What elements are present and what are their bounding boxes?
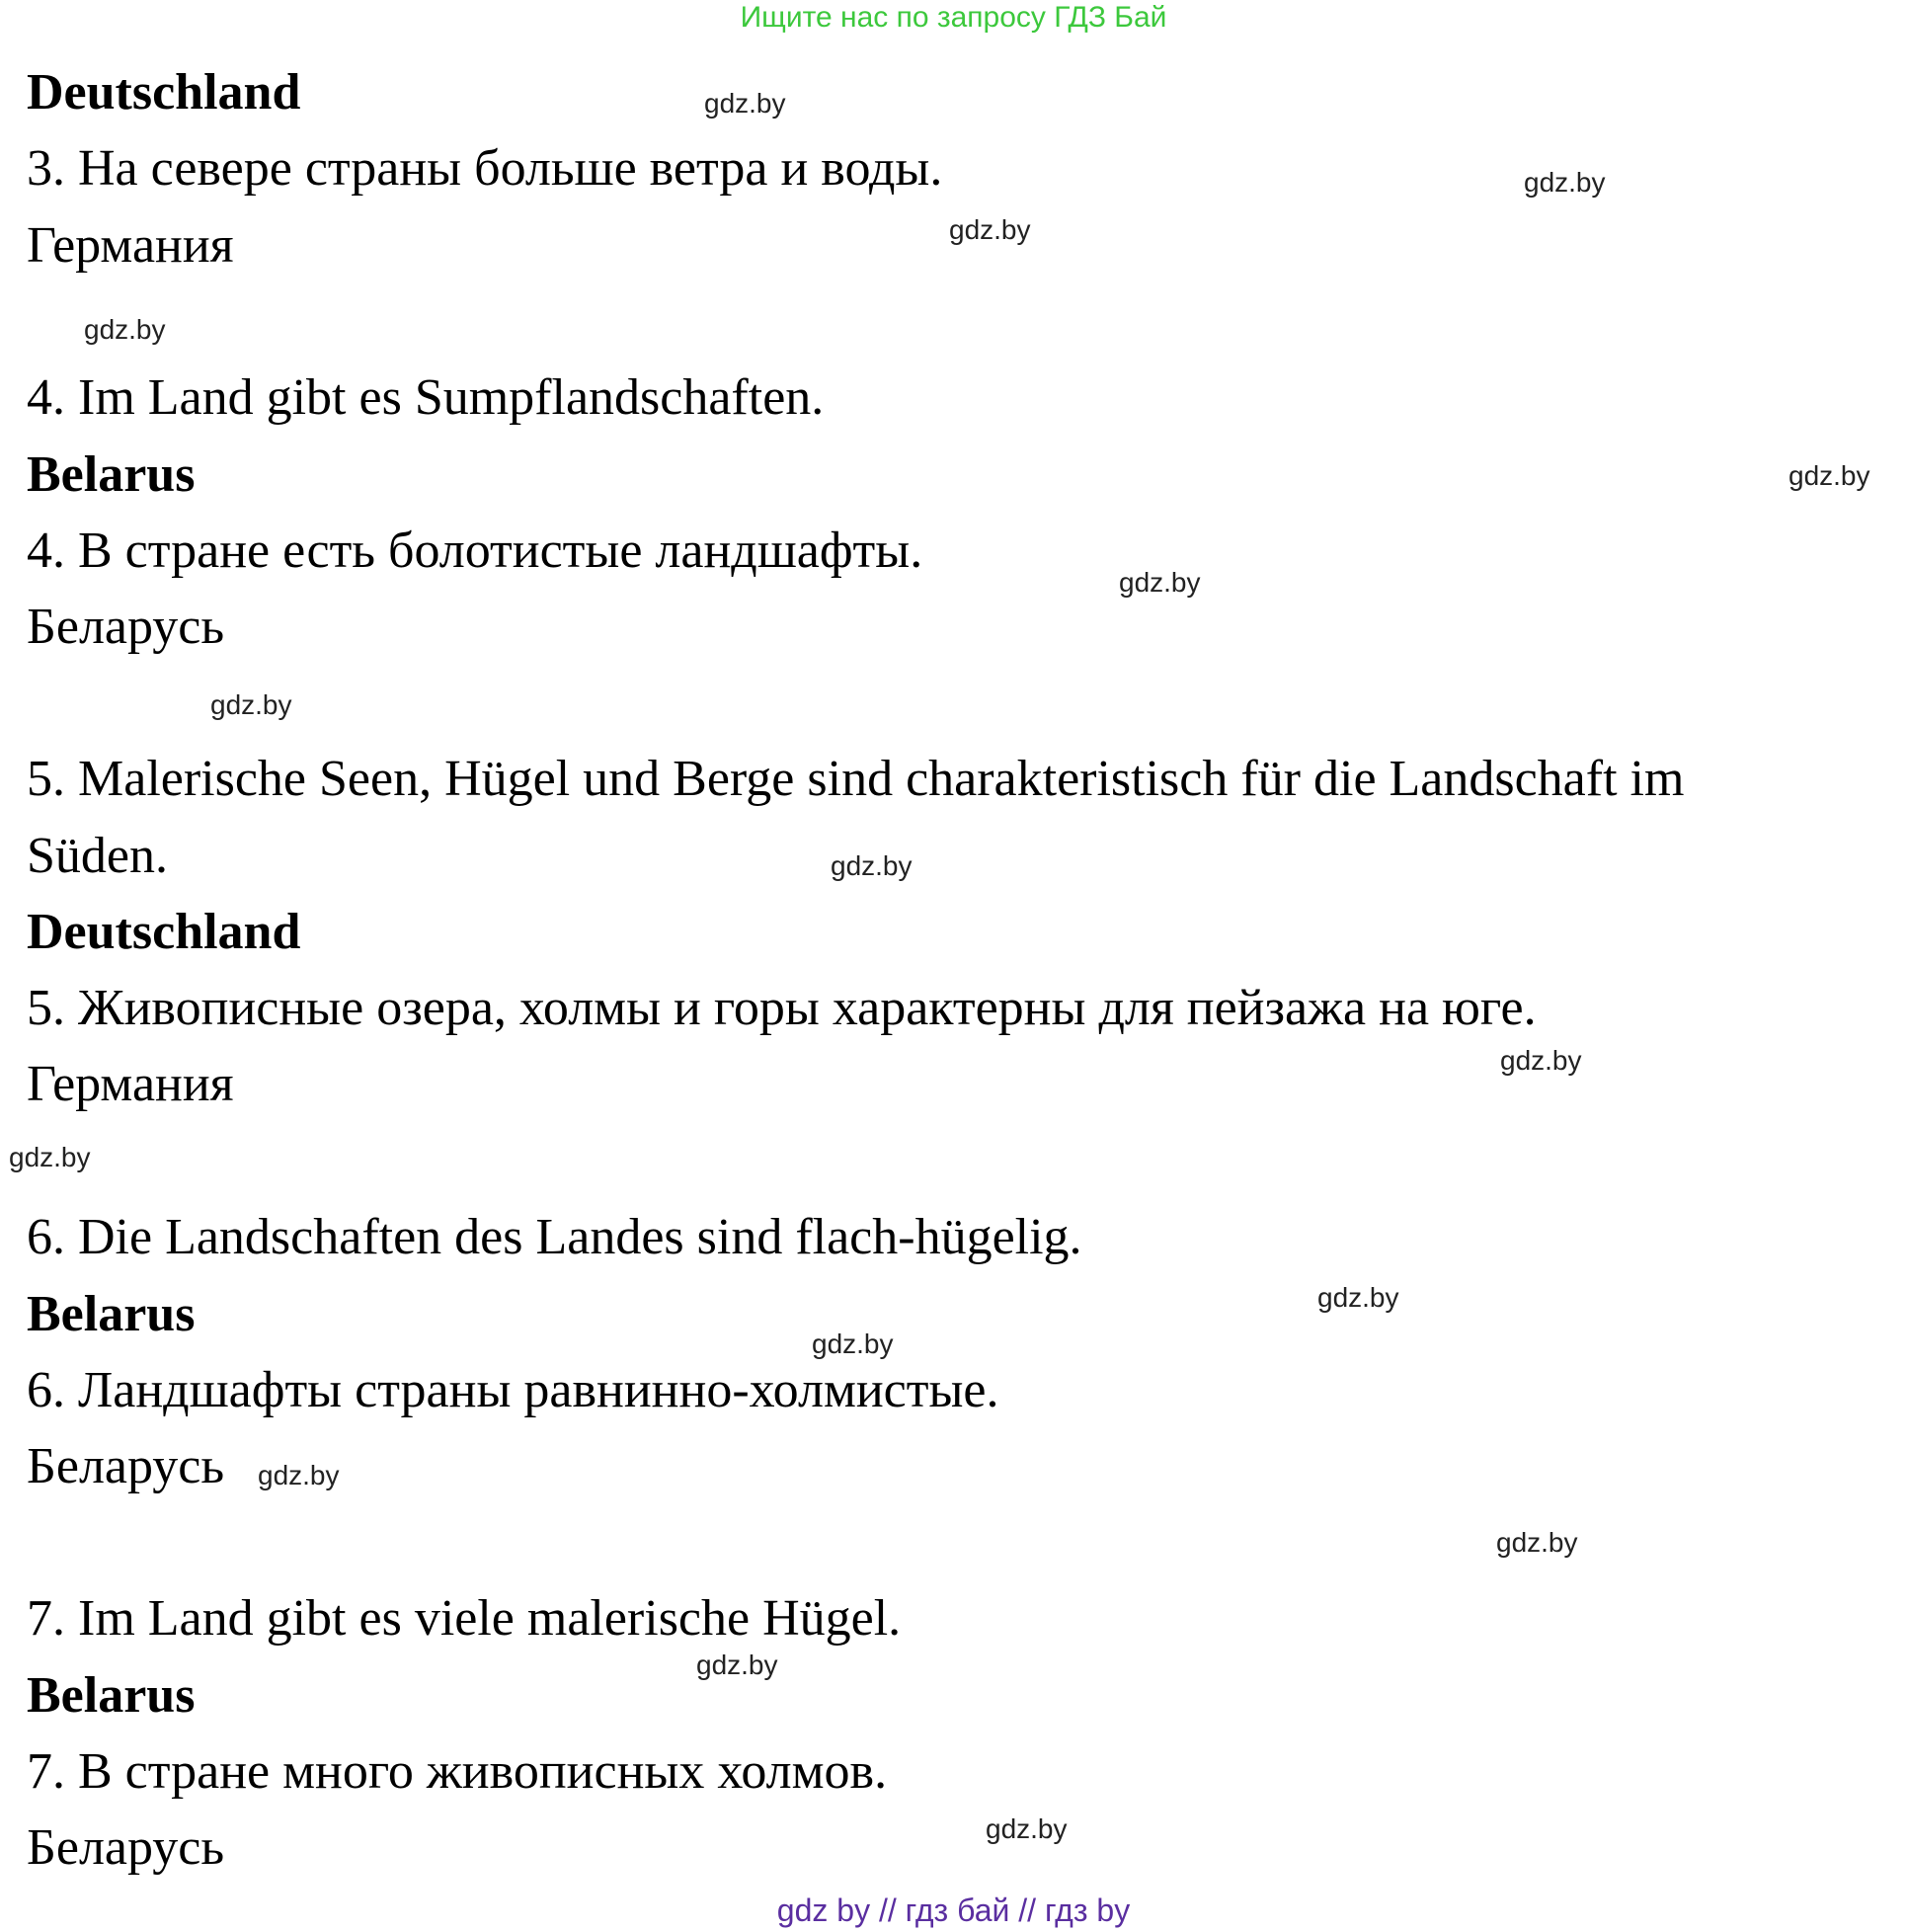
watermark: gdz.by — [1317, 1282, 1399, 1313]
text-line: 3. На севере страны больше ветра и воды. — [27, 140, 943, 197]
text-line: 6. Die Landschaften des Landes sind flach-hügelig. — [27, 1209, 1082, 1265]
heading-belarus: Belarus — [27, 1286, 196, 1342]
text-line: 7. В стране много живописных холмов. — [27, 1743, 888, 1800]
footer-site-links[interactable]: gdz by // гдз бай // гдз by — [776, 1892, 1131, 1928]
search-hint-link[interactable]: Ищите нас по запросу ГДЗ Бай — [740, 1, 1167, 34]
text-line: 5. Malerische Seen, Hügel und Berge sind charakteristisch für die Landschaft im — [27, 751, 1685, 807]
text-line: Беларусь — [27, 1438, 225, 1494]
watermark: gdz.by — [986, 1813, 1068, 1844]
text-line: Süden. — [27, 828, 168, 884]
watermark: gdz.by — [1788, 460, 1870, 491]
watermark: gdz.by — [84, 314, 166, 345]
heading-deutschland: Deutschland — [27, 904, 301, 960]
heading-belarus: Belarus — [27, 1667, 196, 1724]
text-line: 7. Im Land gibt es viele malerische Hügel. — [27, 1590, 902, 1647]
heading-belarus: Belarus — [27, 446, 196, 503]
text-line: Германия — [27, 217, 234, 274]
watermark: gdz.by — [1524, 167, 1606, 198]
watermark: gdz.by — [258, 1460, 340, 1490]
text-line: 6. Ландшафты страны равнинно-холмистые. — [27, 1362, 999, 1418]
text-line: 4. Im Land gibt es Sumpflandschaften. — [27, 369, 825, 426]
watermark: gdz.by — [812, 1328, 894, 1359]
watermark: gdz.by — [949, 214, 1031, 245]
watermark: gdz.by — [1119, 567, 1201, 598]
text-line: 4. В стране есть болотистые ландшафты. — [27, 523, 923, 579]
text-line: 5. Живописные озера, холмы и горы характерны для пейзажа на юге. — [27, 980, 1537, 1036]
watermark: gdz.by — [704, 88, 786, 119]
text-line: Германия — [27, 1056, 234, 1112]
watermark: gdz.by — [696, 1650, 778, 1680]
text-line: Беларусь — [27, 1819, 225, 1876]
heading-deutschland: Deutschland — [27, 64, 301, 121]
watermark: gdz.by — [210, 689, 292, 720]
watermark: gdz.by — [1496, 1527, 1578, 1558]
text-line: Беларусь — [27, 599, 225, 655]
watermark: gdz.by — [831, 850, 913, 881]
watermark: gdz.by — [1500, 1045, 1582, 1076]
watermark: gdz.by — [9, 1142, 91, 1172]
